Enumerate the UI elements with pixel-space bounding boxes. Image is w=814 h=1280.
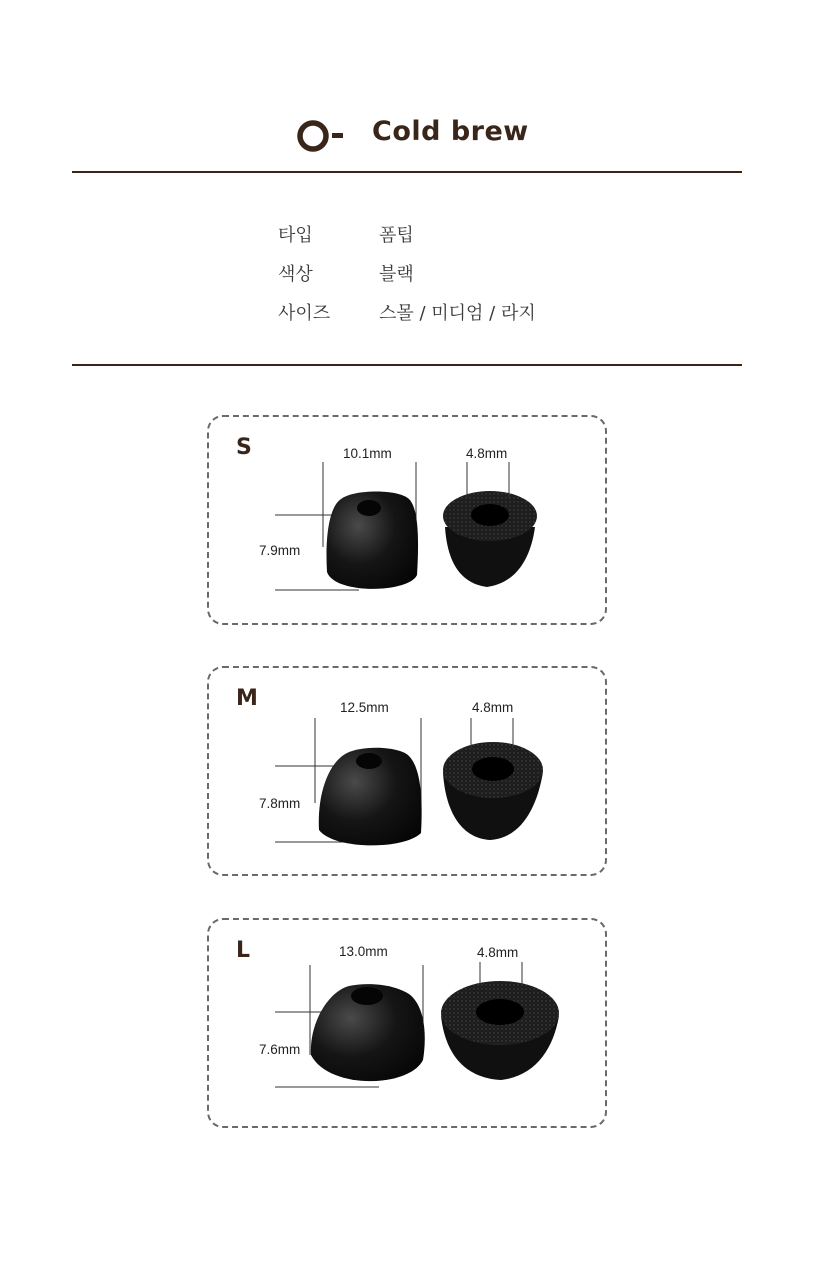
width-label: 10.1mm — [343, 446, 392, 461]
size-card-large — [207, 918, 607, 1128]
spec-label: 타입 — [278, 224, 313, 246]
header — [0, 112, 814, 162]
height-label: 7.6mm — [259, 1042, 301, 1057]
spec-label: 색상 — [278, 263, 313, 285]
spec-value: 블랙 — [379, 263, 414, 285]
divider-bottom — [72, 364, 742, 366]
brand-logo-icon — [297, 118, 347, 154]
page-title: Cold brew — [372, 116, 529, 147]
width-label: 12.5mm — [340, 700, 389, 715]
divider-top — [72, 171, 742, 173]
height-label: 7.8mm — [259, 796, 301, 811]
size-letter: L — [236, 938, 251, 963]
bore-label: 4.8mm — [466, 446, 508, 461]
size-card-small — [207, 415, 607, 625]
spec-table — [278, 214, 536, 331]
height-label: 7.9mm — [259, 543, 301, 558]
size-letter: S — [236, 435, 252, 460]
size-letter: M — [236, 686, 258, 711]
spec-value: 스몰 / 미디엄 / 라지 — [379, 302, 536, 324]
spec-value: 폼팁 — [379, 224, 414, 246]
spec-label: 사이즈 — [278, 302, 331, 324]
spec-row-color — [278, 253, 536, 292]
eartip-illustration — [209, 668, 609, 878]
size-card-medium — [207, 666, 607, 876]
eartip-illustration — [209, 920, 609, 1130]
width-label: 13.0mm — [339, 944, 388, 959]
bore-label: 4.8mm — [477, 945, 519, 960]
spec-row-size — [278, 292, 536, 331]
bore-label: 4.8mm — [472, 700, 514, 715]
spec-row-type — [278, 214, 536, 253]
eartip-illustration — [209, 417, 609, 627]
